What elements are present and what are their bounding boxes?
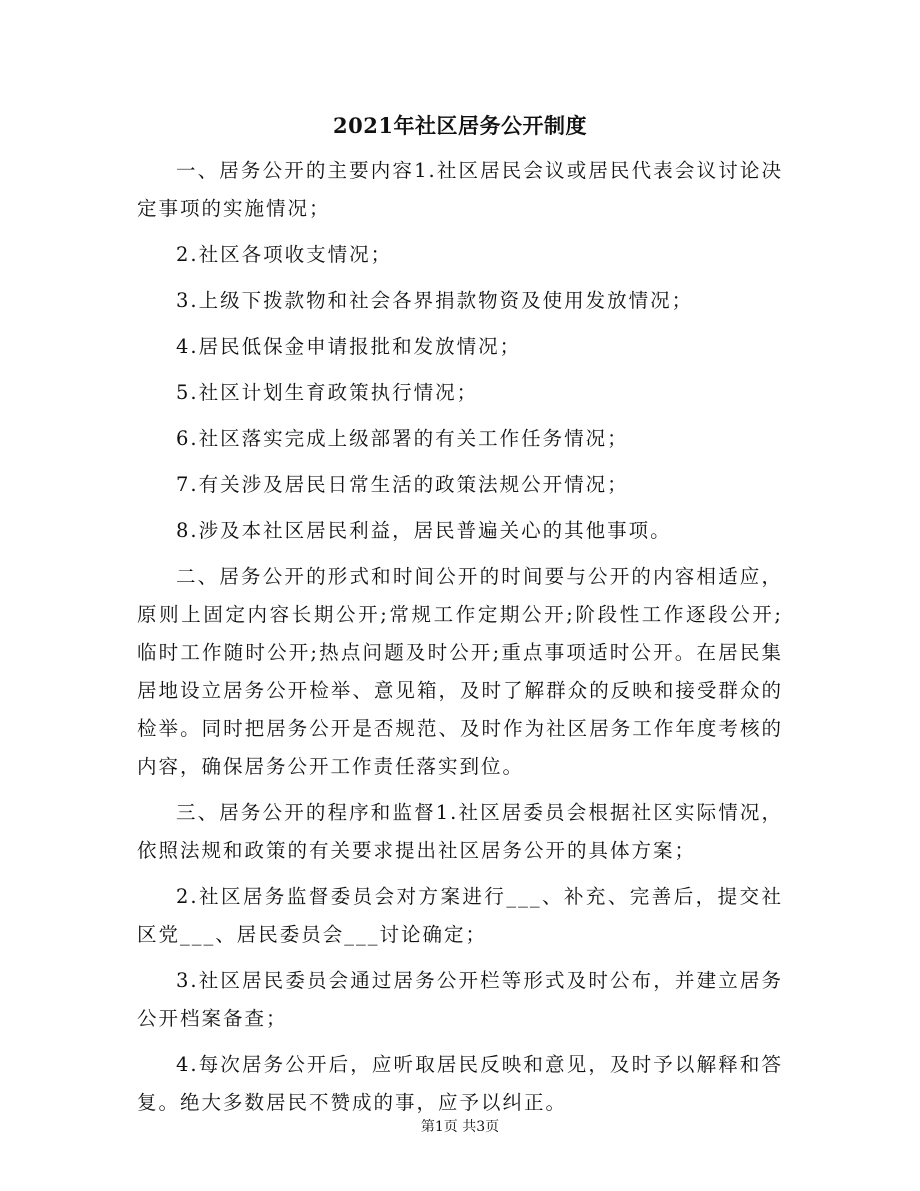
paragraph-item-4: 4.居民低保金申请报批和发放情况； (176, 335, 522, 358)
document-title: 2021年社区居务公开制度 (333, 113, 587, 138)
paragraph-item-8: 8.涉及本社区居民利益，居民普遍关心的其他事项。 (176, 519, 672, 542)
document-body (137, 152, 783, 1130)
paragraph-item-7: 7.有关涉及居民日常生活的政策法规公开情况； (176, 473, 629, 496)
paragraph-item-2: 2.社区各项收支情况； (176, 243, 393, 266)
paragraph-step-4: 4.每次居务公开后，应听取居民反映和意见，及时予以解释和答复。绝大多数居民不赞成的事，应予以纠正。 (137, 1053, 783, 1114)
paragraph-item-5: 5.社区计划生育政策执行情况； (176, 381, 479, 404)
paragraph-section-2: 二、居务公开的形式和时间公开的时间要与公开的内容相适应，原则上固定内容长期公开;常规工作定期公开;阶段性工作逐段公开;临时工作随时公开;热点问题及时公开;重点事项适时公开。在居民集居地设立居务公开检举、意见箱，及时了解群众的反映和接受群众的检举。同时把居务公开是否规范、及时作为社区居务工作年度考核的内容，确保居务公开工作责任落实到位。 (137, 565, 783, 778)
paragraph-item-3: 3.上级下拨款物和社会各界捐款物资及使用发放情况； (176, 289, 694, 312)
paragraph-item-6: 6.社区落实完成上级部署的有关工作任务情况； (176, 427, 629, 450)
page-number-footer: 第1页 共3页 (420, 1119, 500, 1135)
paragraph-section-1: 一、居务公开的主要内容1.社区居民会议或居民代表会议讨论决定事项的实施情况； (137, 159, 783, 220)
paragraph-step-3: 3.社区居民委员会通过居务公开栏等形式及时公布，并建立居务公开档案备查； (137, 969, 783, 1030)
paragraph-section-3: 三、居务公开的程序和监督1.社区居委员会根据社区实际情况，依照法规和政策的有关要求提出社区居务公开的具体方案； (137, 801, 783, 862)
paragraph-step-2: 2.社区居务监督委员会对方案进行___、补充、完善后，提交社区党___、居民委员会___讨论确定； (137, 885, 783, 946)
